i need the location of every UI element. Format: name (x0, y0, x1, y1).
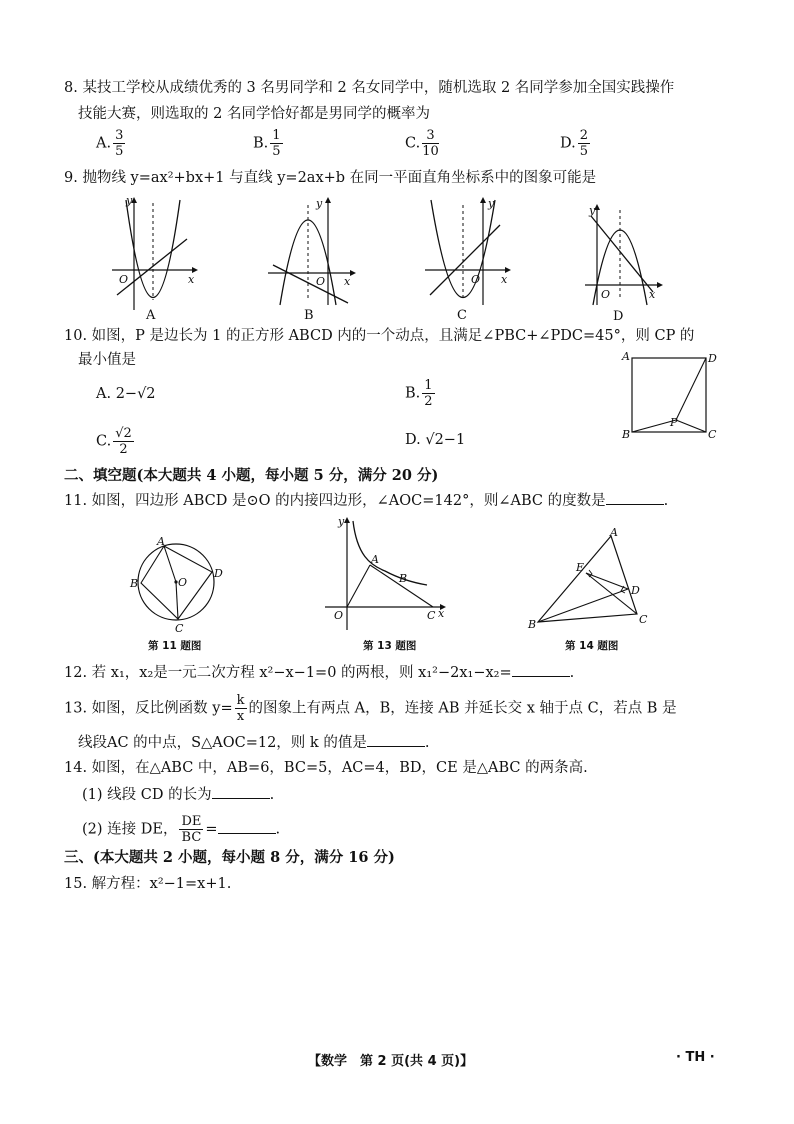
graph-d-label: D (613, 309, 624, 324)
fig11-circle (128, 535, 228, 652)
q10-line2: 最小值是 (78, 352, 136, 368)
graph-a-origin: O (119, 273, 129, 286)
fig14-label-e: E (576, 561, 585, 574)
fig11-label-b: B (130, 577, 139, 590)
fig11-label-c: C (175, 622, 184, 635)
q13-answer-blank[interactable] (367, 732, 425, 747)
fig14-label-d: D (631, 584, 640, 597)
fig13-label-x: x (438, 607, 445, 620)
q8-option-a[interactable]: A. $\frac{3}{5}$ (96, 128, 124, 159)
section2-heading: 二、填空题(本大题共 4 小题，每小题 5 分，满分 20 分) (64, 467, 439, 484)
fig13-label-o: O (334, 609, 344, 622)
q9-graph-a[interactable] (112, 195, 202, 325)
graph-d-y-label: y (589, 204, 596, 217)
q9-graph-b[interactable] (268, 195, 363, 325)
q14-sub1-blank[interactable] (212, 784, 270, 799)
fig13-label-y: y (338, 515, 345, 528)
graph-b-label: B (304, 308, 314, 323)
fig11-label-d: D (214, 567, 223, 580)
fig14-label-c: C (639, 613, 648, 626)
graph-a-y-label: y (126, 194, 133, 207)
graph-a-x-label: x (188, 273, 195, 286)
fig13-label-c: C (427, 609, 436, 622)
q8-option-c[interactable]: C. $\frac{3}{10}$ (405, 128, 439, 159)
q14-sub1: (1) 线段 CD 的长为 . (82, 784, 274, 805)
q12-answer-blank[interactable] (512, 662, 570, 677)
fig11-label-a: A (157, 535, 165, 548)
q9-graph-d[interactable] (585, 200, 675, 325)
q8-option-d[interactable]: D. $\frac{2}{5}$ (560, 128, 588, 159)
fig14-triangle (525, 528, 655, 653)
fig13-label-b: B (399, 572, 408, 585)
graph-b-x-label: x (344, 275, 351, 288)
q14-sub2-blank[interactable] (218, 819, 276, 834)
q12-text: 12. 若 x₁，x₂是一元二次方程 x²−x−1=0 的两根，则 x₁²−2x₁−x₂= . (64, 662, 574, 683)
q15-text: 15. 解方程：x²−1=x+1. (64, 876, 232, 892)
graph-c-origin: O (471, 273, 481, 286)
q11-text: 11. 如图，四边形 ABCD 是⊙O 的内接四边形，∠AOC=142°，则∠ABC 的度数是 . (64, 490, 668, 511)
q14-text: 14. 如图，在△ABC 中，AB=6，BC=5，AC=4，BD，CE 是△ABC 的两条高. (64, 760, 588, 776)
q10-label-p: P (670, 416, 678, 429)
graph-b-origin: O (316, 275, 326, 288)
section3-heading: 三、(本大题共 2 小题，每小题 8 分，满分 16 分) (64, 849, 395, 866)
graph-d-origin: O (601, 288, 611, 301)
q11-answer-blank[interactable] (606, 490, 664, 505)
q10-label-c: C (708, 428, 717, 441)
graph-a-label: A (146, 308, 156, 323)
fig14-label-b: B (528, 618, 537, 631)
q10-label-a: A (622, 350, 630, 363)
fig14-caption: 第 14 题图 (565, 640, 619, 652)
q10-option-c[interactable]: C. $\frac{√2}{2}$ (96, 426, 132, 457)
fig13-graph (325, 515, 450, 650)
q8-line2: 技能大赛，则选取的 2 名同学恰好都是男同学的概率为 (78, 106, 430, 122)
q10-option-d[interactable]: D. √2−1 (405, 432, 466, 448)
fig13-caption: 第 13 题图 (363, 640, 417, 652)
q10-option-a[interactable]: A. 2−√2 (96, 386, 156, 402)
q10-label-b: B (622, 428, 631, 441)
graph-b-y-label: y (316, 197, 323, 210)
footer-code: · TH · (676, 1050, 715, 1065)
q14-sub2: (2) 连接 DE， $\frac{DE}{BC}$ = . (82, 814, 281, 845)
q10-line1: 10. 如图，P 是边长为 1 的正方形 ABCD 内的一个动点，且满足∠PBC+∠PDC=45°，则 CP 的 (64, 328, 695, 344)
q10-square-figure (618, 348, 718, 443)
q10-option-b[interactable]: B. $\frac{1}{2}$ (405, 378, 433, 409)
q9-graph-c[interactable] (425, 195, 520, 325)
graph-d-x-label: x (649, 288, 656, 301)
q10-label-d: D (708, 352, 717, 365)
q13-line2: 线段AC 的中点，S△AOC=12，则 k 的值是 . (78, 732, 429, 753)
graph-c-y-label: y (488, 197, 495, 210)
q9-text: 9. 抛物线 y=ax²+bx+1 与直线 y=2ax+b 在同一平面直角坐标系中的图象可能是 (64, 170, 597, 186)
page-footer: 【数学 第 2 页(共 4 页)】 (308, 1054, 474, 1069)
q13-line1: 13. 如图，反比例函数 y= $\frac{k}{x}$ 的图象上有两点 A，B，连接 AB 并延长交 x 轴于点 C，若点 B 是 (64, 693, 677, 724)
q8-line1: 8. 某技工学校从成绩优秀的 3 名男同学和 2 名女同学中，随机选取 2 名同学参加全国实践操作 (64, 80, 675, 96)
fig11-caption: 第 11 题图 (148, 640, 202, 652)
q8-option-b[interactable]: B. $\frac{1}{5}$ (253, 128, 281, 159)
fig14-label-a: A (610, 526, 618, 539)
graph-c-label: C (457, 308, 467, 323)
fig13-label-a: A (371, 553, 379, 566)
fig11-label-o: O (178, 576, 188, 589)
graph-c-x-label: x (501, 273, 508, 286)
